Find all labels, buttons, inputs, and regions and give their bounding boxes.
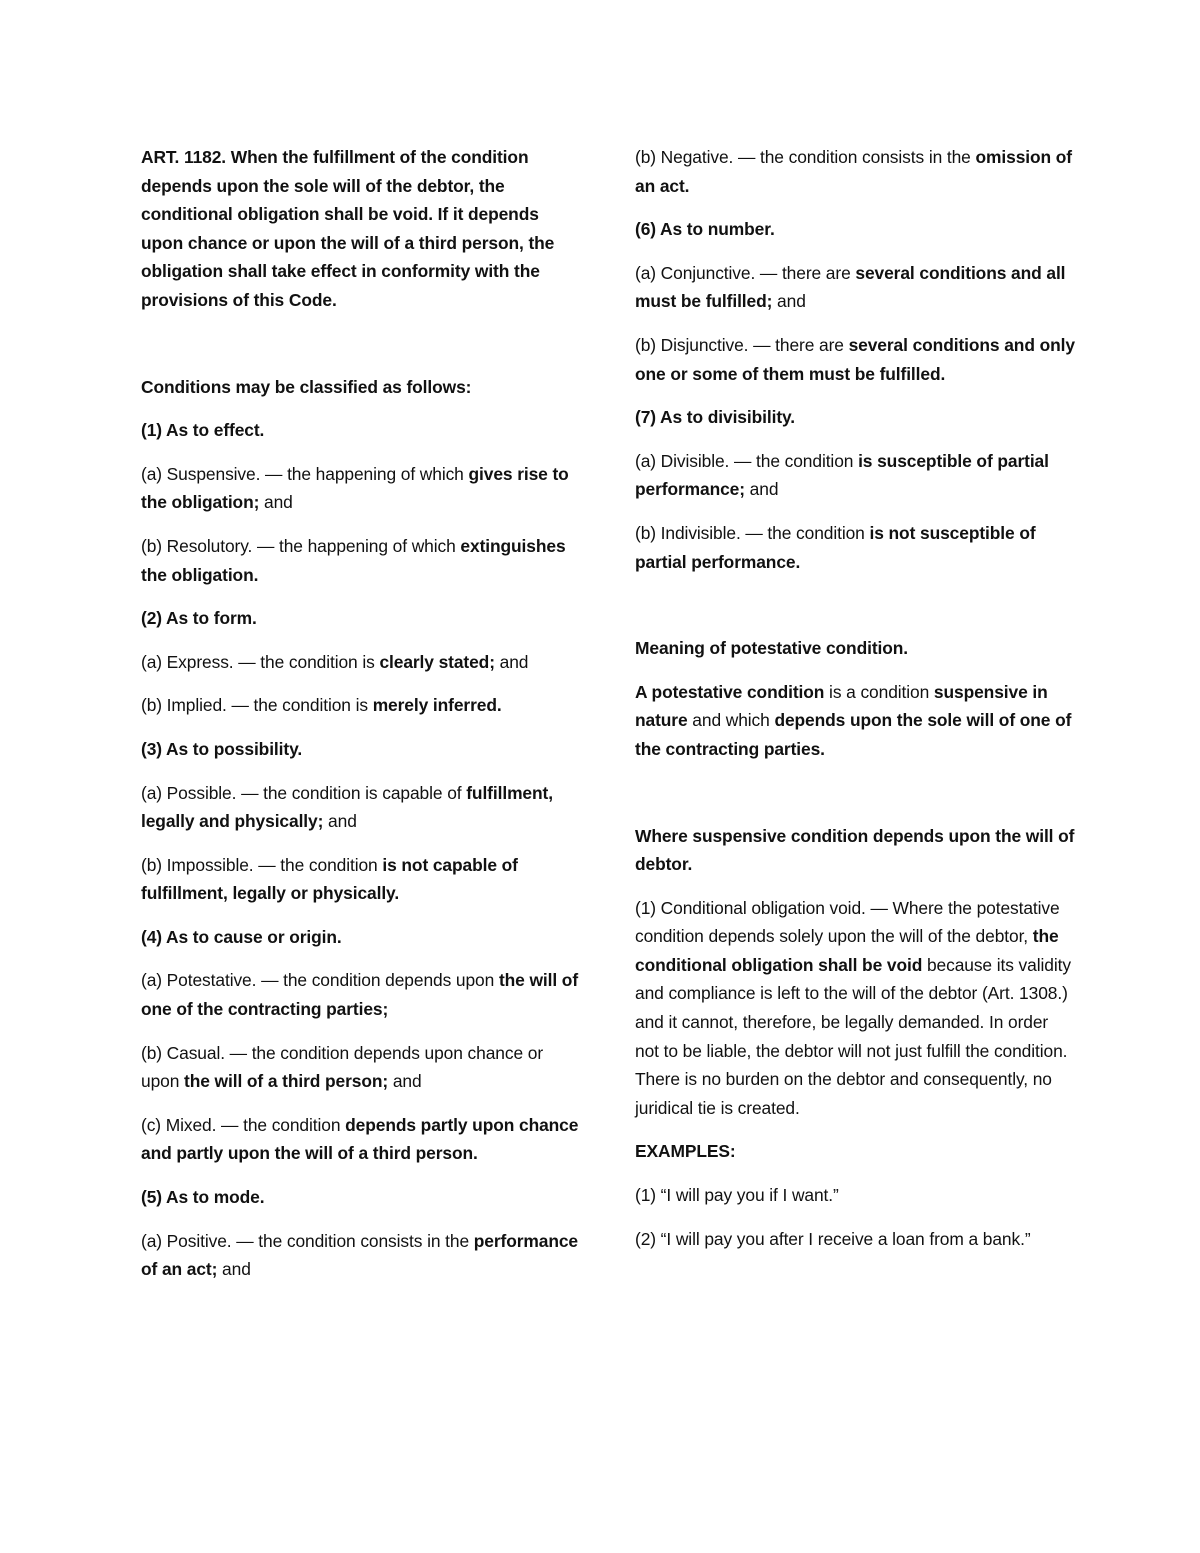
item-impossible <box>141 851 581 908</box>
item-text: and <box>323 811 357 832</box>
item-text: and <box>744 479 779 500</box>
item-bold: gives rise to the obligation; <box>141 463 569 513</box>
meaning-paragraph <box>635 678 1075 764</box>
item-casual <box>141 1039 581 1096</box>
item-possible <box>141 779 581 836</box>
item-text: (a) Potestative. — the condition depends upon <box>141 970 499 991</box>
item-text: (b) Resolutory. — the happening of which <box>141 535 461 556</box>
item-text: and <box>772 291 806 312</box>
item-bold: extinguishes the obligation. <box>141 535 566 585</box>
item-text: and <box>494 651 529 672</box>
item-text: and which <box>687 710 775 731</box>
item-text: (a) Positive. — the condition consists in the <box>141 1230 474 1251</box>
heading-divisibility <box>635 403 1075 432</box>
item-conjunctive <box>635 259 1075 316</box>
heading-text: (4) As to cause or origin. <box>141 926 342 947</box>
item-text: (1) “I will pay you if I want.” <box>635 1185 839 1206</box>
item-mixed <box>141 1111 581 1168</box>
item-bold: A potestative condition <box>635 681 825 702</box>
item-disjunctive <box>635 331 1075 388</box>
item-text: (b) Casual. — the condition depends upon chance or upon <box>141 1042 544 1092</box>
item-text: is a condition <box>824 681 934 702</box>
item-express <box>141 648 581 677</box>
item-text: (b) Negative. — the condition consists in the <box>635 147 976 167</box>
example-1 <box>635 1181 1075 1210</box>
classification-intro <box>141 373 581 402</box>
item-bold: the will of a third person; <box>184 1071 389 1092</box>
example-2 <box>635 1225 1075 1254</box>
item-resolutory <box>141 532 581 589</box>
item-text: (1) Conditional obligation void. — Where the potestative condition depends solely upon the will of the debtor, <box>635 897 1060 947</box>
item-text: (a) Express. — the condition is <box>141 651 380 672</box>
item-implied <box>141 691 581 720</box>
item-text: (b) Impossible. — the condition <box>141 854 383 875</box>
heading-cause <box>141 923 581 952</box>
item-text: and <box>388 1071 422 1092</box>
item-bold: the will of one of the contracting parties; <box>141 970 579 1020</box>
item-bold: suspensive in nature <box>635 681 1048 731</box>
heading-text: (2) As to form. <box>141 608 257 629</box>
item-bold: depends partly upon chance and partly upon the will of a third person. <box>141 1114 579 1164</box>
item-bold: is not capable of fulfillment, legally or physically. <box>141 854 518 904</box>
item-text: because its validity and compliance is left to the will of the debtor (Art. 1308.) and it cannot, therefore, be legally demanded. In order not to be liable, the debtor will not just fulfill the condition. There is no burden on the debtor and consequently, no juridical tie is created. <box>635 954 1071 1118</box>
item-bold: is susceptible of partial performance; <box>635 450 1049 500</box>
heading-text: (7) As to divisibility. <box>635 407 796 428</box>
heading-text: (3) As to possibility. <box>141 738 303 759</box>
item-bold: fulfillment, legally and physically; <box>141 782 553 832</box>
item-bold: merely inferred. <box>372 695 502 716</box>
item-divisible <box>635 447 1075 504</box>
heading-number <box>635 215 1075 244</box>
heading-text: Where suspensive condition depends upon the will of debtor. <box>635 825 1075 875</box>
left-column <box>141 143 581 1299</box>
heading-text: EXAMPLES: <box>635 1141 736 1162</box>
heading-meaning <box>635 634 1075 663</box>
item-text: (b) Disjunctive. — there are <box>635 334 849 355</box>
article-1182 <box>141 143 581 315</box>
item-bold: the conditional obligation shall be void <box>635 926 1059 975</box>
heading-mode <box>141 1183 581 1212</box>
item-text: (a) Divisible. — the condition <box>635 450 859 471</box>
item-text: and <box>217 1259 251 1280</box>
item-bold: depends upon the sole will of one of the contracting parties. <box>635 710 1072 759</box>
heading-where <box>635 822 1075 879</box>
item-text: (a) Conjunctive. — there are <box>635 262 856 283</box>
void-paragraph <box>635 894 1075 1123</box>
item-text: (c) Mixed. — the condition <box>141 1114 346 1135</box>
item-positive <box>141 1227 581 1284</box>
heading-text: (6) As to number. <box>635 219 775 240</box>
intro-text: Conditions may be classified as follows: <box>141 376 472 397</box>
item-bold: clearly stated; <box>379 651 495 672</box>
item-text: (b) Implied. — the condition is <box>141 695 373 716</box>
item-bold: several conditions and only one or some of them must be fulfilled. <box>635 334 1075 384</box>
heading-text: (1) As to effect. <box>141 420 265 441</box>
item-text: (a) Suspensive. — the happening of which <box>141 463 469 484</box>
item-text: (b) Indivisible. — the condition <box>635 522 870 543</box>
item-negative <box>635 143 1075 200</box>
item-indivisible <box>635 519 1075 576</box>
heading-form <box>141 604 581 633</box>
item-bold: omission of an act. <box>635 147 1072 196</box>
item-bold: performance of an act; <box>141 1230 578 1280</box>
item-bold: is not susceptible of partial performance. <box>635 522 1036 572</box>
item-text: (2) “I will pay you after I receive a loan from a bank.” <box>635 1228 1031 1249</box>
right-column <box>635 143 1075 1268</box>
spacer <box>141 330 581 373</box>
heading-possibility <box>141 735 581 764</box>
item-potestative <box>141 966 581 1023</box>
heading-text: Meaning of potestative condition. <box>635 638 909 659</box>
item-text: (a) Possible. — the condition is capable of <box>141 782 467 803</box>
heading-examples <box>635 1137 1075 1166</box>
spacer <box>635 779 1075 822</box>
item-text: and <box>259 492 293 513</box>
item-bold: several conditions and all must be fulfilled; <box>635 262 1066 312</box>
heading-text: (5) As to mode. <box>141 1187 265 1208</box>
item-suspensive <box>141 460 581 517</box>
heading-effect <box>141 416 581 445</box>
spacer <box>635 591 1075 634</box>
article-text: ART. 1182. When the fulfillment of the condition depends upon the sole will of the debtor, the conditional obligation shall be void. If it depends upon chance or upon the will of a third person, the obligation shall take effect in conformity with the provisions of this Code. <box>141 147 555 310</box>
